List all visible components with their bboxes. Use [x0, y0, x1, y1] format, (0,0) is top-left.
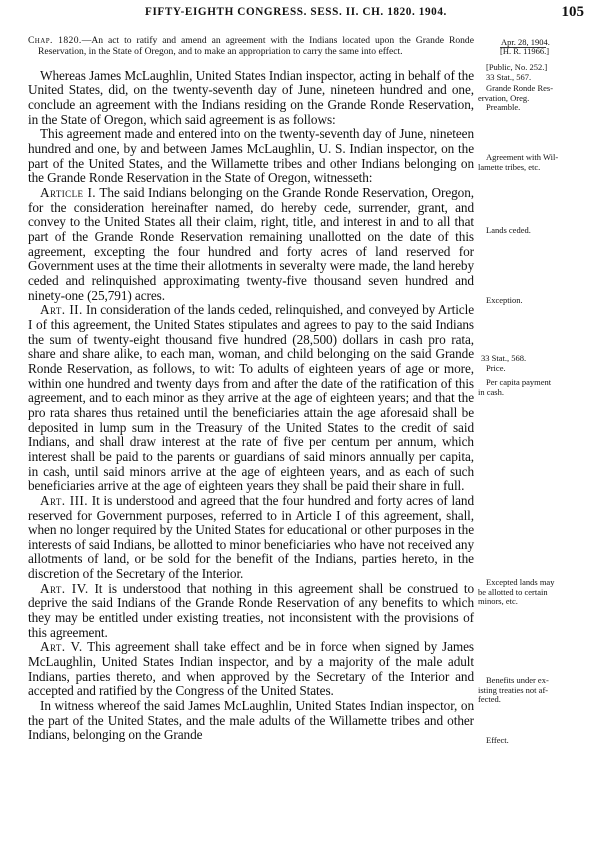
article-4-paragraph [28, 582, 474, 641]
note-line: Benefits under ex- [486, 675, 549, 685]
margin-note-effect [478, 736, 590, 746]
article-2-paragraph [28, 303, 474, 494]
paragraph-text: This agreement made and entered into on the twenty-seventh day of June, nineteen hundred and one, by and between James McLaughlin, U. S. Indian inspector, on the part of the United States, and the Willamette tribes and other Indians belonging on the Grande Ronde Reservation in the State of Oregon, witnesseth: [28, 126, 474, 186]
note-line: lamette tribes, etc. [478, 161, 541, 172]
margin-note-per-capita [478, 378, 590, 397]
paragraph-text: It is understood that nothing in this agreement shall be construed to deprive the said Indians of the Grande Ronde Reservation of any benefits to which they may be entitled under existing treaties, not inconsistent with the provisions of this agreement. [28, 580, 474, 640]
page-number: 105 [561, 4, 584, 20]
note-line: Preamble. [486, 102, 521, 113]
margin-note-exception [478, 296, 590, 306]
note-line: Excepted lands may [486, 577, 555, 587]
caption-text: —An act to ratify and amend an agreement with the Indians located upon the Grande Ronde Reservation, in the State of Oregon, and to make an appropriation to carry the same into effect. [38, 35, 474, 57]
paragraph-text: In witness whereof the said James McLaughlin, United States Indian inspector, on the part of the United States, and the male adults of the Willamette tribes and other Indians, belonging on the Grande [28, 698, 474, 743]
public-law-number: [Public, No. 252.] [486, 62, 548, 72]
bill-number: [H. R. 11966.] [500, 46, 550, 56]
margin-note-excepted-lands [478, 578, 590, 607]
article-3-paragraph [28, 494, 474, 582]
note-line: Exception. [486, 295, 523, 305]
paragraph-text: The said Indians belonging on the Grande Ronde Reservation, Oregon, for the consideration hereinafter named, do hereby cede, surrender, grant, and convey to the United States all their claim, right, title, and interest in and to all that part of the Grande Ronde Reservation remaining unallotted on the date of this agreement, excepting the four hundred and forty acres of land reserved for Government uses at the time their allotments in severalty were made, the land hereby ceded and relinquished approximating twenty-five thousand seven hundred and ninety-one (25,791) acres. [28, 185, 474, 303]
note-line: Per capita payment [486, 377, 552, 387]
article-heading: Article I. [40, 185, 97, 201]
margin-note-benefits [478, 676, 590, 705]
note-line: fected. [478, 694, 501, 705]
article-heading: Art. III. [40, 492, 88, 508]
approval-date: Apr. 28, 1904. [501, 37, 550, 47]
running-head: FIFTY-EIGHTH CONGRESS. SESS. II. CH. 1820. 1904. [145, 6, 447, 18]
chapter-number: Chap. 1820. [28, 35, 82, 46]
note-line: Agreement with Wil- [486, 152, 559, 162]
paragraph-text: In consideration of the lands ceded, relinquished, and conveyed by Article I of this agreement, the United States stipulates and agrees to pay to the said Indians the sum of twenty-eight thousand five hundred (28,500) dollars in cash pro rata, share and share alike, to each man, woman, and child belonging on the said Grande Ronde Reservation, as follows, to wit: To adults of eighteen years of age or more, within one hundred and twenty days from and after the date of the ratification of this agreement, and to each minor as they arrive at the age of eighteen years; and that the pro rata shares thus retained until the beneficiaries attain the age aforesaid shall be deposited in lump sum in the Treasury of the United States to the credit of said Indians, and shall draw interest at the rate of five per centum per annum, which interest shall be paid to the parents or guardians of said minors annually per capita, in cash, until said minors arrive at the age of eighteen years, and as each of such beneficiaries arrive at the age of eighteen years they shall be paid their share in full. [28, 302, 474, 494]
article-1-paragraph [28, 186, 474, 303]
witness-paragraph [28, 699, 474, 743]
agreement-intro-paragraph [28, 127, 474, 186]
article-heading: Art. II. [40, 302, 83, 318]
note-line: Lands ceded. [486, 225, 531, 235]
note-line: Grande Ronde Res- [486, 83, 554, 93]
main-text-column [28, 36, 474, 743]
margin-note-preamble [478, 84, 590, 113]
whereas-paragraph [28, 69, 474, 128]
article-heading: Art. IV. [40, 580, 89, 596]
note-line: Effect. [486, 735, 509, 745]
note-line: be allotted to certain [478, 586, 548, 597]
margin-note-agreement [478, 153, 590, 172]
statute-citation: 33 Stat., 567. [486, 72, 532, 82]
note-line: 33 Stat., 568. [481, 353, 527, 363]
note-line: ervation, Oreg. [478, 92, 530, 103]
margin-note-lands-ceded [478, 226, 590, 236]
paragraph-text: This agreement shall take effect and be in force when signed by James McLaughlin, United States Indian inspector, and by a majority of the male adult Indians, parties thereto, and when approved by the Secretary of the Interior and accepted and ratified by the Congress of the United States. [28, 639, 475, 699]
note-line: Price. [486, 362, 506, 373]
paragraph-text: It is understood and agreed that the four hundred and forty acres of land reserved for Government purposes, referred to in Article I of this agreement, shall, when no longer required by the United States for educational or other purposes in the interests of said Indians, be allotted to minor beneficiaries who have not received any allotments of land, or be sold for the benefit of the Indians, parties hereto, in the discretion of the Secretary of the Interior. [28, 492, 474, 582]
note-line: in cash. [478, 386, 504, 397]
note-line: isting treaties not af- [478, 684, 549, 695]
margin-note-stat-568 [478, 354, 590, 373]
act-caption [28, 36, 474, 58]
article-5-paragraph [28, 640, 474, 699]
paragraph-text: Whereas James McLaughlin, United States Indian inspector, acting in behalf of the United States, did, on the twenty-seventh day of June, nineteen hundred and one, conclude an agreement with the Indians residing on the Grande Ronde Reservation, in the State of Oregon, which said agreement is as follows: [28, 67, 474, 127]
note-line: minors, etc. [478, 596, 518, 607]
article-heading: Art. V. [40, 639, 83, 655]
